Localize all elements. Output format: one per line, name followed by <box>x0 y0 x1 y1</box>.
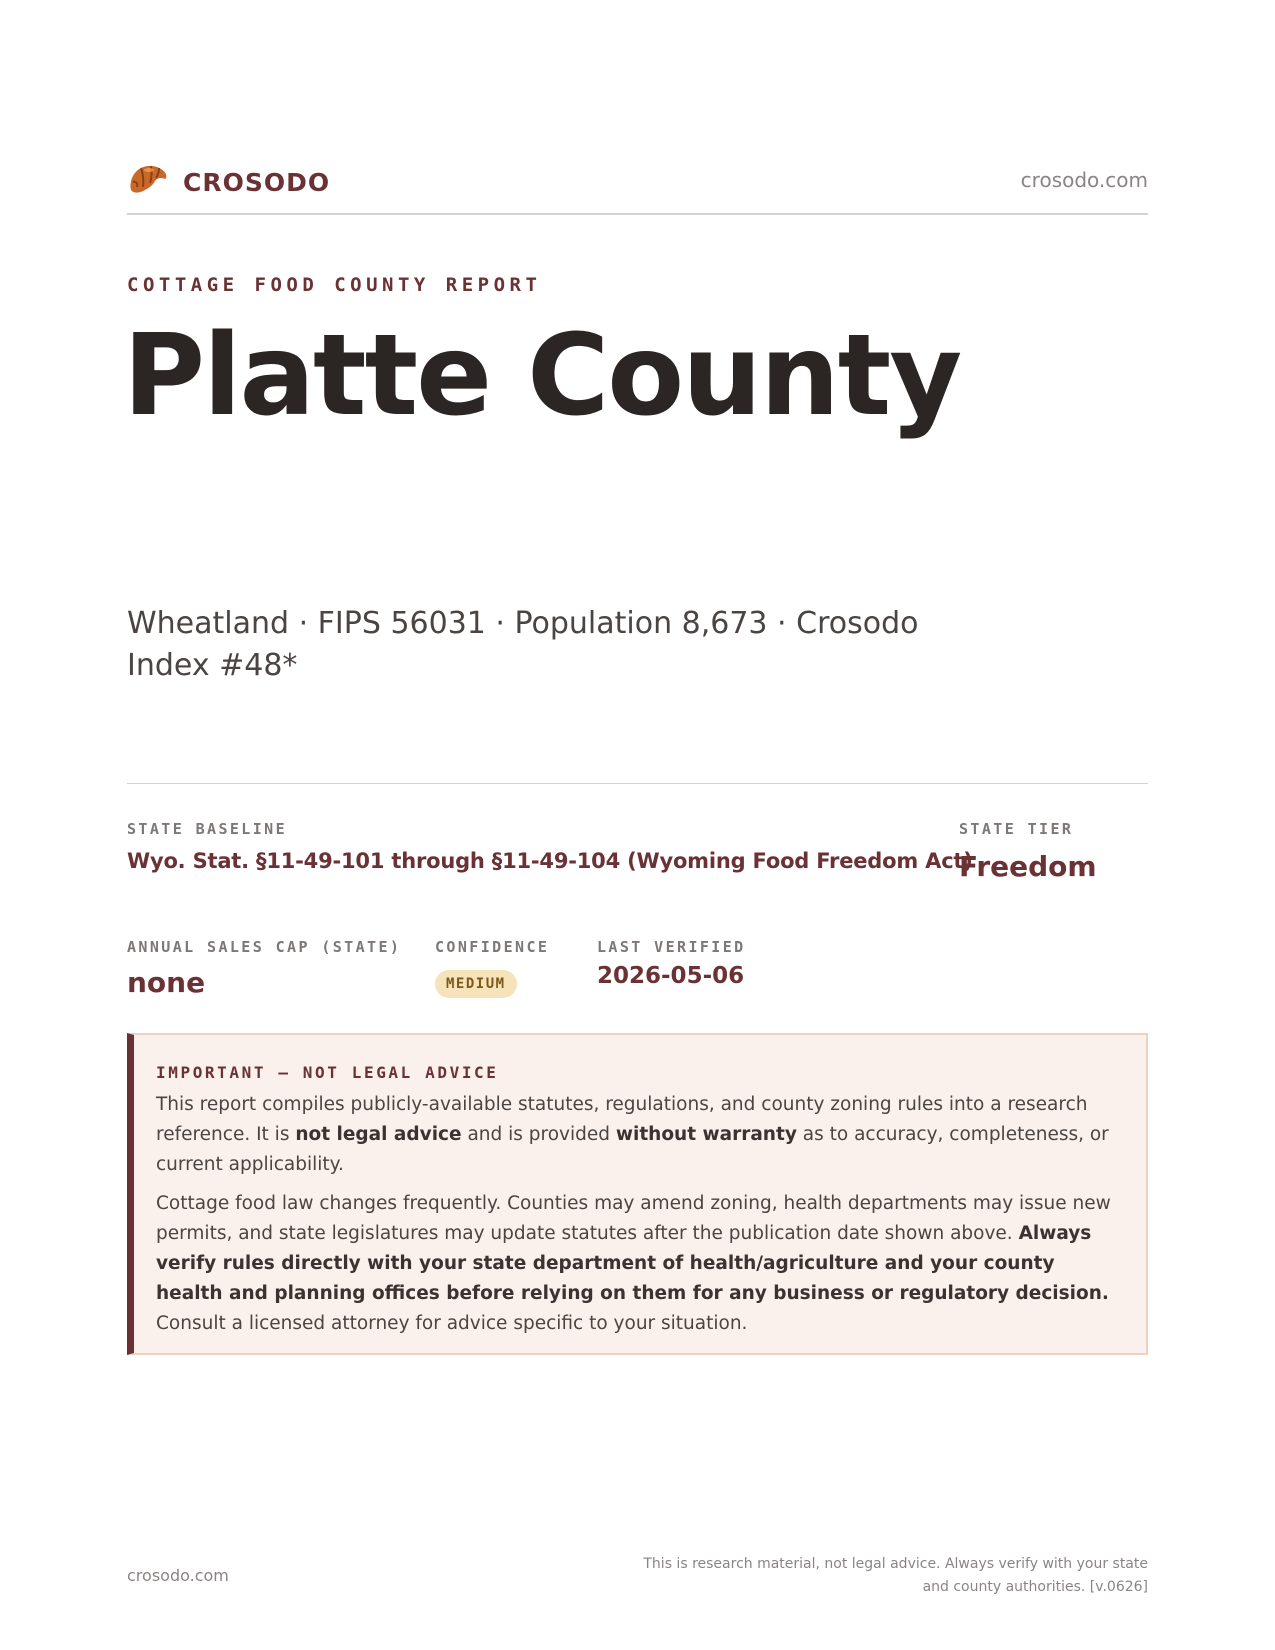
last-verified-label: LAST VERIFIED <box>597 938 746 956</box>
notice-paragraph-2: Cottage food law changes frequently. Counties may amend zoning, health departments may issue new permits, and state legislatures may update statutes after the publication date shown above. Always verify rules directly with your state department of health/agriculture and your county health and planning offices before relying on them for any business or regulatory decision. Consult a licensed attorney for advice specific to your situation. <box>156 1193 1111 1334</box>
notice-title: IMPORTANT — NOT LEGAL ADVICE <box>156 1063 499 1082</box>
state-baseline-label: STATE BASELINE <box>127 820 288 838</box>
county-summary: Wheatland · FIPS 56031 · Population 8,673 · Crosodo Index #48* <box>127 606 919 683</box>
last-verified-value: 2026-05-06 <box>597 963 745 989</box>
site-url[interactable]: crosodo.com <box>1020 168 1148 192</box>
brand-name: CROSODO <box>183 167 331 197</box>
state-tier-value: Freedom <box>959 850 1097 883</box>
footer-disclaimer: This is research material, not legal advice. Always verify with your state and county authorities. [v.0626] <box>643 1556 1148 1595</box>
legal-notice <box>127 1033 1148 1355</box>
brand[interactable] <box>127 160 330 204</box>
state-tier-label: STATE TIER <box>959 820 1074 838</box>
sales-cap-label: ANNUAL SALES CAP (STATE) <box>127 938 402 956</box>
section-divider <box>127 783 1148 784</box>
page-title: Platte County <box>123 311 961 441</box>
header-divider <box>127 213 1148 215</box>
state-baseline-value: Wyo. Stat. §11-49-101 through §11-49-104 (Wyoming Food Freedom Act) <box>127 849 973 873</box>
report-page <box>123 0 1148 1650</box>
confidence-badge: MEDIUM <box>435 970 517 998</box>
sales-cap-value: none <box>127 966 206 999</box>
confidence-label: CONFIDENCE <box>435 938 550 956</box>
croissant-icon <box>127 160 169 204</box>
notice-paragraph-1: This report compiles publicly-available statutes, regulations, and county zoning rules into a research reference. It is not legal advice and is provided without warranty as to accuracy, completeness, or current applicability. <box>156 1094 1109 1175</box>
footer-site-url[interactable]: crosodo.com <box>127 1566 229 1585</box>
report-eyebrow: COTTAGE FOOD COUNTY REPORT <box>127 274 542 296</box>
page-header <box>127 156 1148 210</box>
